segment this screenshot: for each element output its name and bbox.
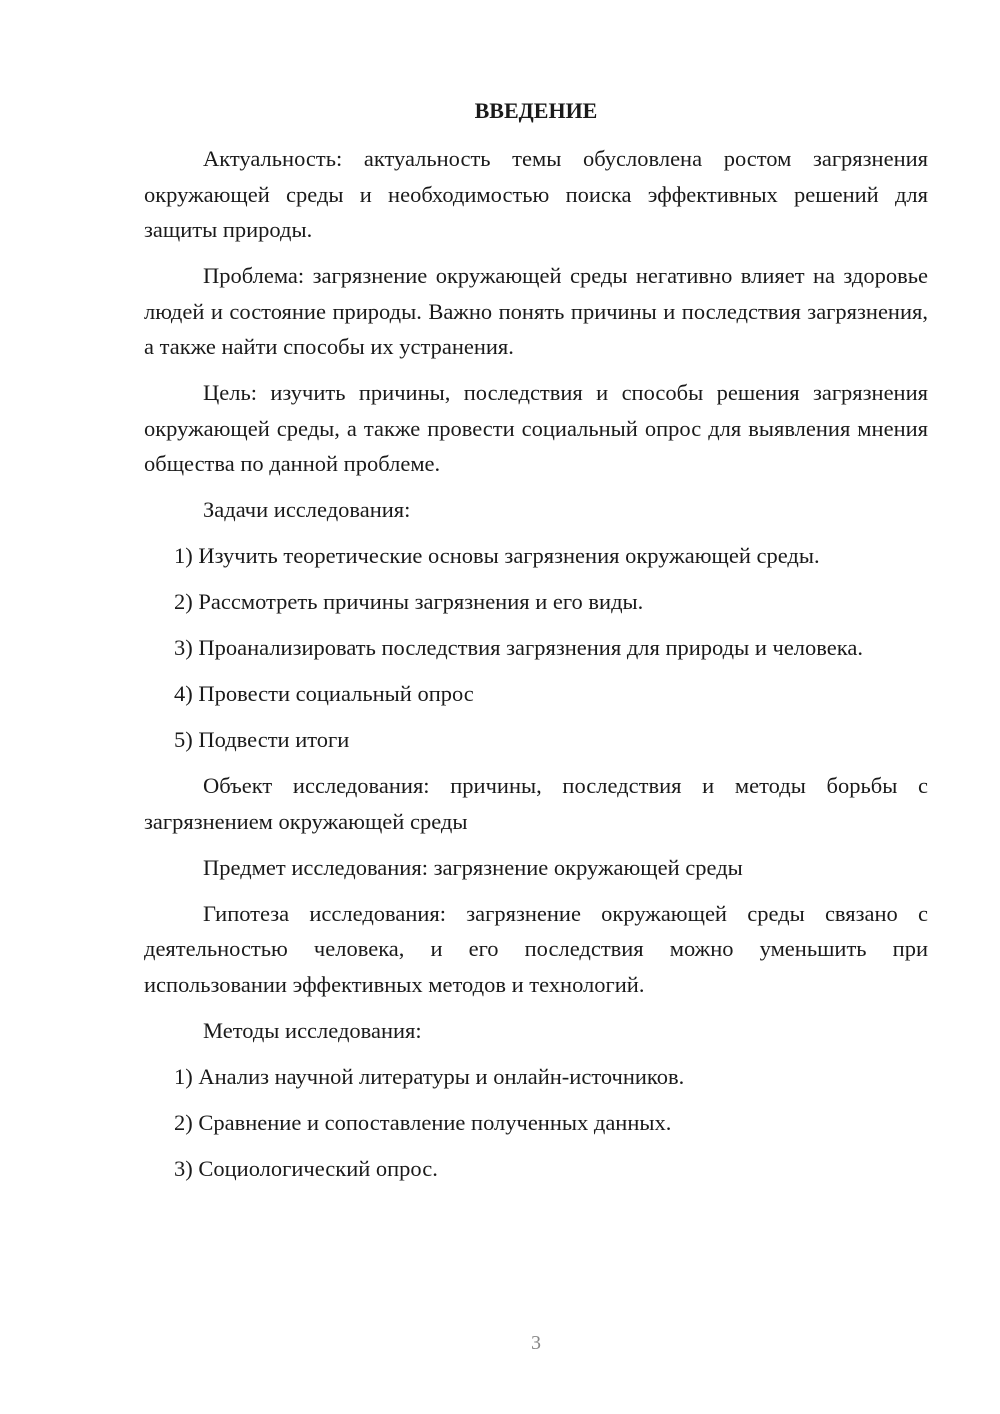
subject-paragraph: Предмет исследования: загрязнение окружающей среды: [203, 854, 743, 880]
task-item: 4) Провести социальный опрос: [174, 681, 474, 706]
problem-paragraph: Проблема: загрязнение окружающей среды негативно влияет на здоровье людей и состояние природы. Важно понять причины и последствия загрязнения, а также найти способы их устранения.: [144, 263, 928, 359]
method-item: 2) Сравнение и сопоставление полученных данных.: [174, 1109, 672, 1135]
tasks-heading: Задачи исследования:: [203, 497, 411, 522]
document-body: [144, 141, 928, 1197]
page-number: 3: [531, 1332, 541, 1354]
goal-paragraph: Цель: изучить причины, последствия и способы решения загрязнения окружающей среды, а также провести социальный опрос для выявления мнения общества по данной проблеме.: [144, 380, 928, 476]
object-paragraph: Объект исследования: причины, последствия и методы борьбы с загрязнением окружающей среды: [144, 773, 928, 834]
relevance-paragraph: Актуальность: актуальность темы обусловлена ростом загрязнения окружающей среды и необходимостью поиска эффективных решений для защиты природы.: [144, 146, 928, 242]
method-item: 3) Социологический опрос.: [174, 1155, 438, 1181]
task-item: 5) Подвести итоги: [174, 727, 350, 752]
task-item: 1) Изучить теоретические основы загрязнения окружающей среды.: [174, 543, 820, 568]
task-item: 2) Рассмотреть причины загрязнения и его виды.: [174, 589, 644, 614]
page-title: ВВЕДЕНИЕ: [474, 98, 598, 123]
methods-heading: Методы исследования:: [203, 1017, 422, 1043]
hypothesis-paragraph: Гипотеза исследования: загрязнение окружающей среды связано с деятельностью человека, и его последствия можно уменьшить при использовании эффективных методов и технологий.: [144, 900, 928, 997]
method-item: 1) Анализ научной литературы и онлайн-источников.: [174, 1063, 685, 1089]
task-item: 3) Проанализировать последствия загрязнения для природы и человека.: [174, 635, 863, 660]
